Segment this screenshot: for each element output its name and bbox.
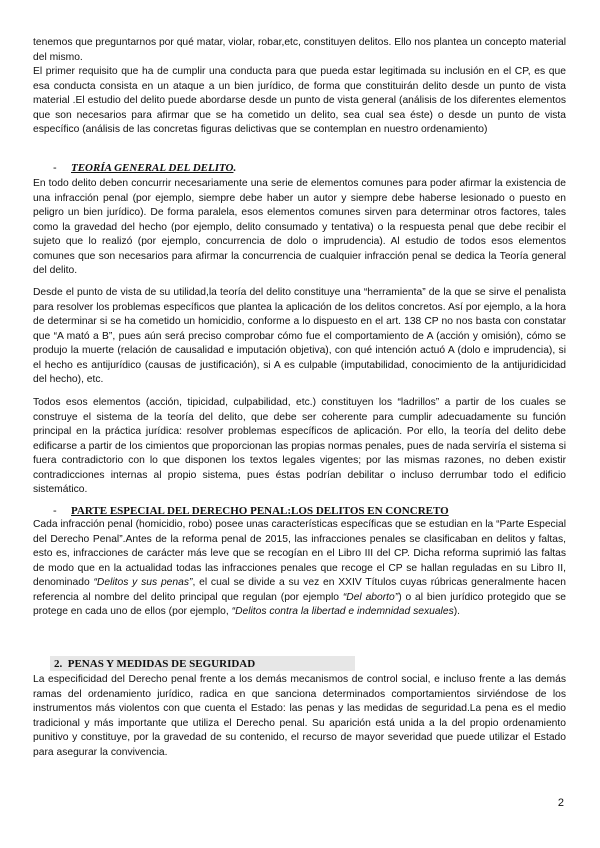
text-run: , el cual se divide a su vez en XXIV Títulos cuyas rúbricas generalmente hacen referencia al nombre del delito principal que regulan (por ejemplo [33, 577, 566, 603]
heading-number: 2. [54, 658, 63, 670]
heading-parte-especial [33, 504, 566, 518]
heading-penas-medidas [54, 657, 587, 671]
italic-libro-title: “Delitos y sus penas” [93, 577, 193, 588]
heading-teoria-general-text: TEORÍA GENERAL DEL DELITO [71, 162, 234, 174]
heading-penas-medidas-text: PENAS Y MEDIDAS DE SEGURIDAD [67, 658, 256, 670]
text-run: ) o al bien jurídico protegido que se protege en cada uno de ellos (por ejemplo, [33, 591, 566, 617]
paragraph-penas: La especificidad del Derecho penal frente a los demás mecanismos de control social, e incluso frente a las demás ramas del ordenamiento jurídico, radica en que sanciona determinados comportamientos sirviéndose de los instrumentos más violentos con que cuenta el Estado: las penas y las medidas de seguridad.La pena es el medio tradicional y más importante que utiliza el Derecho penal. Su aparición está unida a la del propio ordenamiento punitivo y constituye, por la gravedad de su contenido, el recurso de mayor severidad que puede utilizar el Estado para asegurar la convivencia. [33, 674, 566, 758]
heading-teoria-general-suffix: . [233, 162, 237, 174]
text-run: Cada infracción penal (homicidio, robo) posee unas características específicas que se estudian en la “Parte Especial del Derecho Penal”.Antes de la reforma penal de 2015, las infracciones penales se clasificaban en delitos y faltas, esto es, infracciones de carácter más leve que se recogían en el Libro III del CP. Dicha reforma suprimió las faltas de modo que en la actualidad todas las infracciones penales que recoge el CP se hallan reguladas en su Libro II, denominado [33, 519, 566, 588]
paragraph-ladrillos: Todos esos elementos (acción, tipicidad, culpabilidad, etc.) constituyen los “ladrillos” a partir de los cuales se construye el sistema de la teoría del delito, que debe ser coherente para cumplir adecuadamente su función principal en la práctica jurídica: resolver problemas específicos de aplicación. Por ello, la teoría del delito debe edificarse a partir de los cimientos que proporcionan las propias normas penales, pues de nada serviría el sistema si fuera contradictorio con lo que disponen los textos legales vigentes; por las mismas razones, no deben existir contradicciones internas al propio sistema, pues éstas podrían debilitar o incluso derrumbar todo el edificio sistemático. [33, 397, 566, 495]
paragraph-concepto-material: tenemos que preguntarnos por qué matar, violar, robar,etc, constituyen delitos. Ello nos plantea un concepto material del mismo. [33, 37, 566, 63]
italic-title-example: “Delitos contra la libertad e indemnidad sexuales [231, 606, 454, 617]
heading-bullet: - [53, 505, 57, 517]
page-number: 2 [557, 797, 564, 809]
heading-bullet: - [53, 162, 57, 174]
heading-teoria-general [33, 161, 566, 175]
paragraph-elementos-comunes: En todo delito deben concurrir necesariamente una serie de elementos comunes para poder afirmar la existencia de una infracción penal (por ejemplo, siempre debe haber un autor y siempre debe haberse lesionado o puesto en peligro un bien jurídico). De forma paralela, esos elementos comunes sirven para determinar otros factores, tales como la gravedad del hecho (por ejemplo, delito consumado y tentativa) o la respuesta penal que debe recibir el sujeto que lo realizó (por ejemplo, concurrencia de dolo o imprudencia). Al estudio de todos esos elementos comunes que son necesarios para afirmar la concurrencia de cualquier infracción penal se dedica la Teoría general del delito. [33, 178, 566, 276]
paragraph-utilidad-teoria: Desde el punto de vista de su utilidad,la teoría del delito constituye una “herramienta” de la que se sirve el penalista para resolver los problemas específicos que plantea la aplicación de los delitos concretos. Así por ejemplo, a la hora de determinar si se ha cometido un homicidio, conforme a lo dispuesto en el art. 138 CP no nos basta con constatar que “A mató a B”, pues aún será preciso comprobar cómo fue el comportamiento de A (acción y omisión), cómo se produjo la muerte (relación de causalidad e imputación objetiva), con qué intención actuó A (dolo e imprudencia), si el hecho es antijurídico (causas de justificación), si A es culpable (imputabilidad, conocimiento de la antijuridicidad del hecho), etc. [33, 287, 566, 385]
italic-title-example: “Del aborto” [342, 591, 399, 603]
paragraph-parte-especial [33, 518, 566, 620]
heading-parte-especial-text: PARTE ESPECIAL DEL DERECHO PENAL:LOS DELITOS EN CONCRETO [71, 505, 449, 517]
text-run: ). [453, 606, 461, 617]
paragraph-primer-requisito: El primer requisito que ha de cumplir una conducta para que pueda estar legitimada su inclusión en el CP, es que esa conducta consista en un ataque a un bien jurídico, de forma que constituirán delito desde un punto de vista material .El estudio del delito puede abordarse desde un punto de vista general (análisis de los diferentes elementos que son necesarios para afirmar que se ha cometido un delito, sea cual sea éste) o desde un punto de vista específico (análisis de las concretas figuras delictivas que se contemplan en nuestro ordenamiento) [33, 66, 566, 135]
